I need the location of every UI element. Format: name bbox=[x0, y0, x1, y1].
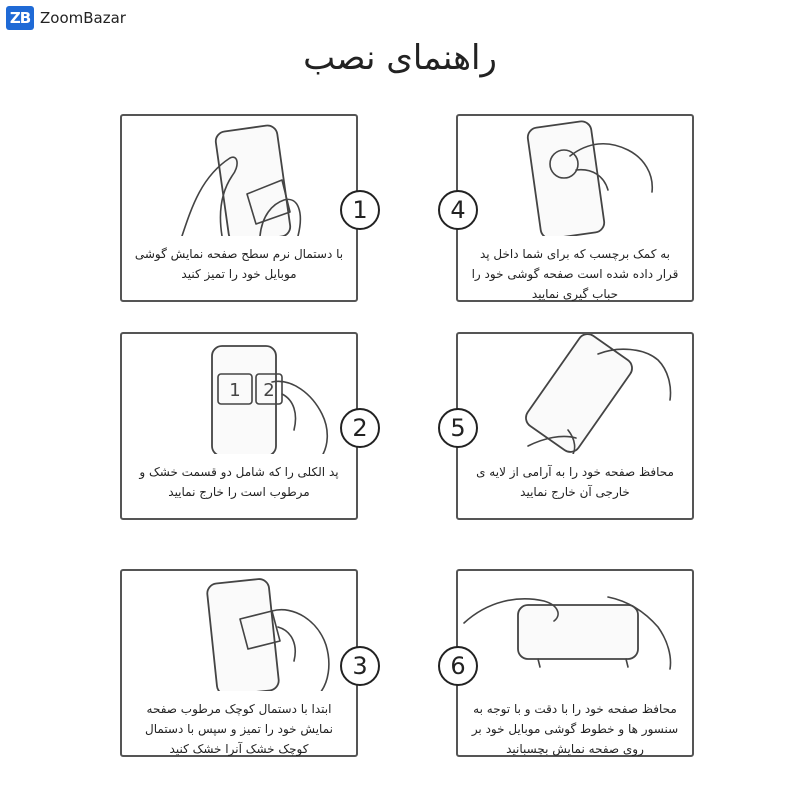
step-1-caption: با دستمال نرم سطح صفحه نمایش گوشی موبایل خود را تمیز کنید bbox=[134, 247, 344, 281]
step-1-illustration bbox=[122, 116, 356, 236]
step-5-caption: محافظ صفحه خود را به آرامی از لایه ی خارجی آن خارج نمایید bbox=[476, 465, 674, 499]
brand-name: ZoomBazar bbox=[40, 9, 126, 27]
step-4-illustration bbox=[458, 116, 692, 236]
step-3-illustration bbox=[122, 571, 356, 691]
step-2-card bbox=[120, 332, 358, 520]
brand-logo-mark: ZB bbox=[6, 6, 34, 30]
step-6-illustration bbox=[458, 571, 692, 691]
step-6-caption: محافظ صفحه خود را با دقت و با توجه به سنسور ها و خطوط گوشی موبایل خود بر روی صفحه نمایش بچسبانید bbox=[471, 702, 679, 756]
step-1-number: 1 bbox=[340, 190, 380, 230]
step-2-illustration bbox=[122, 334, 356, 454]
step-1-card bbox=[120, 114, 358, 302]
step-6-number: 6 bbox=[438, 646, 478, 686]
step-6-card bbox=[456, 569, 694, 757]
step-5-illustration bbox=[458, 334, 692, 454]
pad-label-dry: 2 bbox=[263, 380, 275, 401]
step-3-number: 3 bbox=[340, 646, 380, 686]
step-3-card bbox=[120, 569, 358, 757]
step-4-card bbox=[456, 114, 694, 302]
step-5-card bbox=[456, 332, 694, 520]
page-title: راهنمای نصب bbox=[303, 38, 497, 78]
step-3-caption: ابتدا با دستمال کوچک مرطوب صفحه نمایش خود را تمیز و سپس با دستمال کوچک خشک آنرا خشک کنید bbox=[145, 702, 333, 756]
step-5-number: 5 bbox=[438, 408, 478, 448]
pad-label-wet: 1 bbox=[229, 380, 241, 401]
step-2-number: 2 bbox=[340, 408, 380, 448]
step-4-caption: به کمک برچسب که برای شما داخل پد قرار داده شده است صفحه گوشی خود را حباب گیری نمایید bbox=[471, 247, 679, 301]
step-4-number: 4 bbox=[438, 190, 478, 230]
brand-logo bbox=[6, 6, 126, 30]
step-2-caption: پد الکلی را که شامل دو قسمت خشک و مرطوب است را خارج نمایید bbox=[139, 465, 339, 499]
